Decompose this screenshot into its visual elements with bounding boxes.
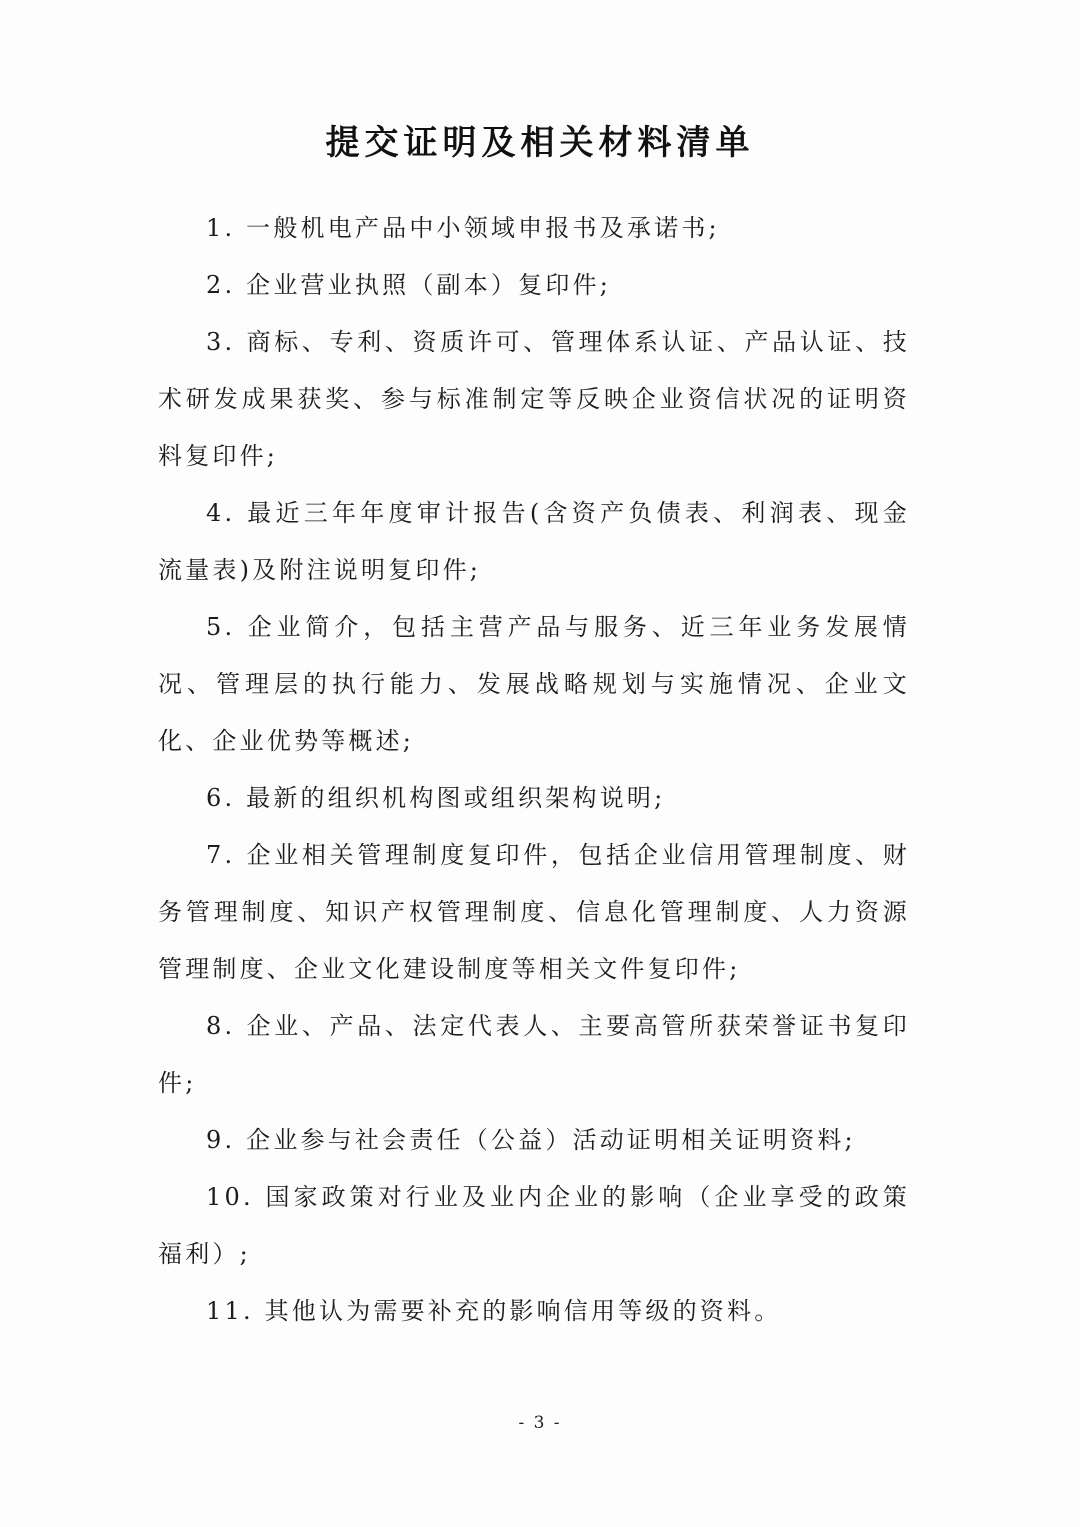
materials-list xyxy=(158,200,910,1340)
list-item-9: 9. 企业参与社会责任（公益）活动证明相关证明资料; xyxy=(206,1126,856,1154)
list-item-5: 5. 企业简介，包括主营产品与服务、近三年业务发展情况、管理层的执行能力、发展战略规划与实施情况、企业文化、企业优势等概述; xyxy=(158,613,910,755)
list-item-3: 3. 商标、专利、资质许可、管理体系认证、产品认证、技术研发成果获奖、参与标准制定等反映企业资信状况的证明资料复印件; xyxy=(158,328,910,470)
document-title: 提交证明及相关材料清单 xyxy=(325,123,755,163)
list-item-11: 11. 其他认为需要补充的影响信用等级的资料。 xyxy=(206,1297,782,1325)
list-item-4: 4. 最近三年年度审计报告(含资产负债表、利润表、现金流量表)及附注说明复印件; xyxy=(158,499,910,584)
list-item-2: 2. 企业营业执照（副本）复印件; xyxy=(206,271,612,299)
list-item-10: 10. 国家政策对行业及业内企业的影响（企业享受的政策福利）; xyxy=(158,1183,910,1268)
list-item-8: 8. 企业、产品、法定代表人、主要高管所获荣誉证书复印件; xyxy=(158,1012,910,1097)
list-item-1: 1. 一般机电产品中小领域申报书及承诺书; xyxy=(206,214,720,242)
page-number: - 3 - xyxy=(518,1413,562,1433)
list-item-6: 6. 最新的组织机构图或组织架构说明; xyxy=(206,784,666,812)
list-item-7: 7. 企业相关管理制度复印件，包括企业信用管理制度、财务管理制度、知识产权管理制度、信息化管理制度、人力资源管理制度、企业文化建设制度等相关文件复印件; xyxy=(158,841,910,983)
